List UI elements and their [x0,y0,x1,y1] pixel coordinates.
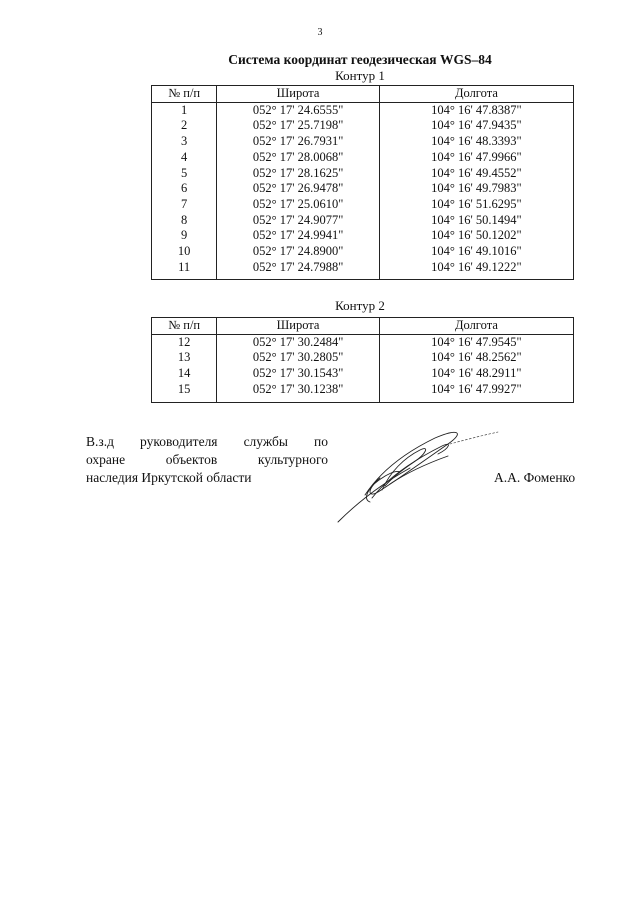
table-row [152,181,574,197]
cell-number: 3 [152,134,217,150]
header-latitude: Широта [217,86,380,103]
cell-longitude: 104° 16' 49.1222" [379,260,573,276]
position-line-3: наследия Иркутской области [86,470,252,485]
position-line-1 [86,433,328,451]
table-row [152,228,574,244]
cell-empty [379,398,573,403]
cell-longitude: 104° 16' 47.8387" [379,102,573,118]
table-row [152,260,574,276]
cell-longitude: 104° 16' 47.9435" [379,118,573,134]
header-latitude: Широта [217,318,380,335]
document-title: Система координат геодезическая WGS–84 [228,52,492,67]
table-row [152,244,574,260]
table-row [152,150,574,166]
handwritten-signature [330,420,500,530]
cell-number: 11 [152,260,217,276]
header-number: № п/п [152,318,217,335]
cell-latitude: 052° 17' 24.9941" [217,228,380,244]
cell-latitude: 052° 17' 25.7198" [217,118,380,134]
position-word: руководителя [140,434,218,449]
position-word: службы [243,434,288,449]
position-word: культурного [257,452,328,467]
position-word: В.з.д [86,434,114,449]
cell-latitude: 052° 17' 30.1238" [217,382,380,398]
contour-1-label: Контур 1 [335,68,385,83]
cell-number: 12 [152,334,217,350]
cell-latitude: 052° 17' 26.7931" [217,134,380,150]
table-padding-row [152,398,574,403]
cell-longitude: 104° 16' 49.1016" [379,244,573,260]
contour-2-table [151,317,574,403]
position-word: охране [86,452,126,467]
position-word: по [313,434,328,449]
table-row [152,118,574,134]
table-row [152,134,574,150]
table-header-row [152,86,574,103]
cell-latitude: 052° 17' 26.9478" [217,181,380,197]
cell-number: 10 [152,244,217,260]
cell-empty [152,275,217,280]
cell-latitude: 052° 17' 24.6555" [217,102,380,118]
contour-1-table [151,85,574,280]
cell-longitude: 104° 16' 49.7983" [379,181,573,197]
cell-empty [217,398,380,403]
cell-latitude: 052° 17' 28.0068" [217,150,380,166]
cell-number: 8 [152,213,217,229]
cell-empty [379,275,573,280]
cell-longitude: 104° 16' 48.3393" [379,134,573,150]
cell-latitude: 052° 17' 25.0610" [217,197,380,213]
table-padding-row [152,275,574,280]
table-row [152,334,574,350]
cell-number: 1 [152,102,217,118]
table-row [152,350,574,366]
cell-number: 9 [152,228,217,244]
cell-longitude: 104° 16' 47.9545" [379,334,573,350]
contour-2-label: Контур 2 [335,298,385,313]
cell-latitude: 052° 17' 24.8900" [217,244,380,260]
header-longitude: Долгота [379,318,573,335]
table-row [152,382,574,398]
cell-longitude: 104° 16' 48.2911" [379,366,573,382]
signatory-position [86,433,328,487]
cell-number: 15 [152,382,217,398]
cell-latitude: 052° 17' 24.9077" [217,213,380,229]
cell-number: 2 [152,118,217,134]
cell-longitude: 104° 16' 50.1494" [379,213,573,229]
position-line-2 [86,451,328,469]
cell-empty [152,398,217,403]
cell-longitude: 104° 16' 51.6295" [379,197,573,213]
signatory-name: А.А. Фоменко [494,470,576,485]
position-word: объектов [165,452,218,467]
table-row [152,366,574,382]
cell-latitude: 052° 17' 24.7988" [217,260,380,276]
cell-longitude: 104° 16' 48.2562" [379,350,573,366]
table-row [152,102,574,118]
cell-longitude: 104° 16' 47.9966" [379,150,573,166]
header-number: № п/п [152,86,217,103]
page-number: 3 [317,27,323,38]
cell-number: 13 [152,350,217,366]
table-row [152,166,574,182]
cell-number: 7 [152,197,217,213]
cell-latitude: 052° 17' 30.2805" [217,350,380,366]
cell-longitude: 104° 16' 49.4552" [379,166,573,182]
header-longitude: Долгота [379,86,573,103]
cell-longitude: 104° 16' 50.1202" [379,228,573,244]
cell-number: 5 [152,166,217,182]
cell-number: 4 [152,150,217,166]
cell-longitude: 104° 16' 47.9927" [379,382,573,398]
cell-number: 14 [152,366,217,382]
table-row [152,213,574,229]
cell-empty [217,275,380,280]
table-row [152,197,574,213]
cell-number: 6 [152,181,217,197]
cell-latitude: 052° 17' 28.1625" [217,166,380,182]
table-header-row [152,318,574,335]
cell-latitude: 052° 17' 30.1543" [217,366,380,382]
cell-latitude: 052° 17' 30.2484" [217,334,380,350]
